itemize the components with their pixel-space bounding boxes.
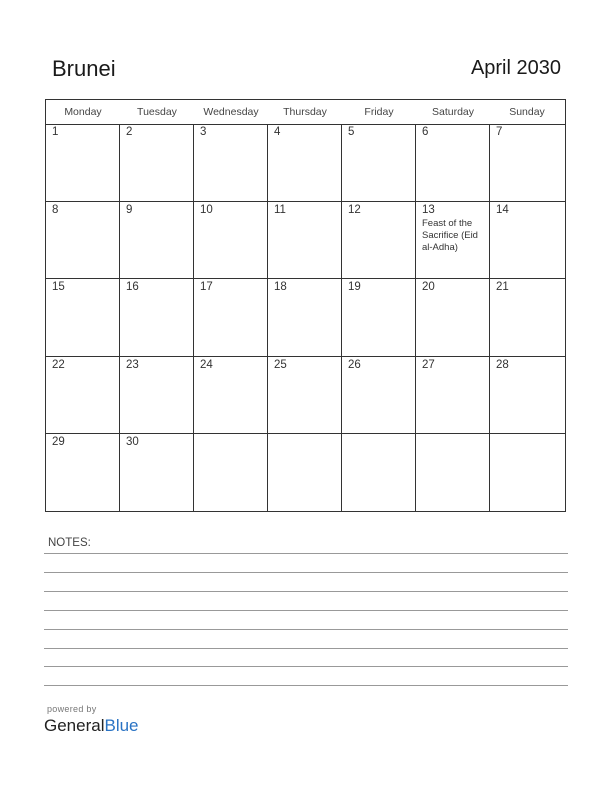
day-cell bbox=[342, 279, 416, 357]
weekday-sunday: Sunday bbox=[509, 106, 545, 118]
day-number: 29 bbox=[52, 436, 65, 449]
day-number: 15 bbox=[52, 281, 65, 294]
day-number: 16 bbox=[126, 281, 139, 294]
generalblue-logo bbox=[44, 716, 139, 736]
weekday-header bbox=[46, 100, 565, 125]
brand-blue: Blue bbox=[104, 716, 139, 735]
day-cell bbox=[416, 434, 490, 512]
day-number: 17 bbox=[200, 281, 213, 294]
day-number: 20 bbox=[422, 281, 435, 294]
weekday-saturday: Saturday bbox=[431, 106, 475, 118]
day-number: 28 bbox=[496, 358, 509, 371]
day-cell bbox=[46, 357, 120, 435]
day-cell bbox=[416, 124, 490, 202]
day-cell bbox=[342, 124, 416, 202]
day-cell bbox=[120, 124, 194, 202]
day-cell bbox=[416, 357, 490, 435]
day-cell bbox=[194, 434, 268, 512]
note-line bbox=[44, 610, 568, 611]
day-cell bbox=[46, 434, 120, 512]
day-cell bbox=[342, 202, 416, 280]
day-cell bbox=[268, 357, 342, 435]
day-cell bbox=[342, 357, 416, 435]
day-number: 22 bbox=[52, 358, 65, 371]
day-cell bbox=[194, 279, 268, 357]
day-cell bbox=[194, 357, 268, 435]
day-number: 12 bbox=[348, 203, 361, 216]
day-cell bbox=[194, 202, 268, 280]
notes-label: NOTES: bbox=[48, 537, 91, 549]
weekday-wednesday: Wednesday bbox=[203, 106, 259, 118]
day-number: 25 bbox=[274, 358, 287, 371]
weekday-tuesday: Tuesday bbox=[137, 106, 177, 118]
note-line bbox=[44, 591, 568, 592]
day-number: 1 bbox=[52, 126, 59, 138]
day-number: 9 bbox=[126, 203, 133, 216]
day-number: 30 bbox=[126, 436, 139, 449]
day-cell bbox=[120, 279, 194, 357]
day-cell bbox=[268, 434, 342, 512]
day-cell bbox=[120, 434, 194, 512]
note-line bbox=[44, 572, 568, 573]
day-number: 14 bbox=[496, 203, 509, 216]
day-number: 13 bbox=[422, 203, 435, 216]
weekday-friday: Friday bbox=[364, 106, 394, 118]
day-cell bbox=[120, 202, 194, 280]
day-number: 26 bbox=[348, 358, 361, 371]
month-year-title: April 2030 bbox=[470, 57, 561, 79]
day-number: 27 bbox=[422, 358, 435, 371]
day-cell bbox=[46, 279, 120, 357]
day-cell bbox=[490, 279, 565, 357]
day-number: 19 bbox=[348, 281, 361, 294]
day-number: 6 bbox=[422, 126, 429, 138]
day-cell bbox=[46, 202, 120, 280]
day-cell bbox=[416, 279, 490, 357]
day-cell bbox=[342, 434, 416, 512]
note-line bbox=[44, 553, 568, 554]
day-cell bbox=[268, 279, 342, 357]
note-line bbox=[44, 629, 568, 630]
day-number: 24 bbox=[200, 358, 213, 371]
calendar-grid bbox=[45, 99, 566, 512]
day-cell bbox=[46, 124, 120, 202]
day-number: 23 bbox=[126, 358, 139, 371]
day-cell bbox=[268, 124, 342, 202]
day-cell bbox=[490, 434, 565, 512]
day-number: 21 bbox=[496, 281, 509, 294]
day-cell bbox=[416, 202, 490, 280]
day-cell bbox=[490, 357, 565, 435]
day-number: 5 bbox=[348, 126, 355, 138]
weekday-monday: Monday bbox=[64, 106, 102, 118]
day-number: 2 bbox=[126, 126, 133, 138]
note-line bbox=[44, 648, 568, 649]
holiday-label: Feast of the Sacrifice (Eid al-Adha) bbox=[422, 217, 478, 253]
note-line bbox=[44, 666, 568, 667]
powered-by-text: powered by bbox=[47, 704, 97, 714]
weekday-thursday: Thursday bbox=[283, 106, 327, 118]
day-number: 18 bbox=[274, 281, 287, 294]
country-title: Brunei bbox=[52, 56, 116, 81]
note-line bbox=[44, 685, 568, 686]
brand-general: General bbox=[44, 716, 105, 735]
day-cell bbox=[490, 124, 565, 202]
day-number: 7 bbox=[496, 126, 503, 138]
day-number: 11 bbox=[274, 203, 286, 216]
day-number: 3 bbox=[200, 126, 207, 138]
day-number: 10 bbox=[200, 203, 213, 216]
day-cell bbox=[194, 124, 268, 202]
day-number: 8 bbox=[52, 203, 59, 216]
day-cell bbox=[490, 202, 565, 280]
day-cell bbox=[268, 202, 342, 280]
day-cell bbox=[120, 357, 194, 435]
day-number: 4 bbox=[274, 126, 281, 138]
